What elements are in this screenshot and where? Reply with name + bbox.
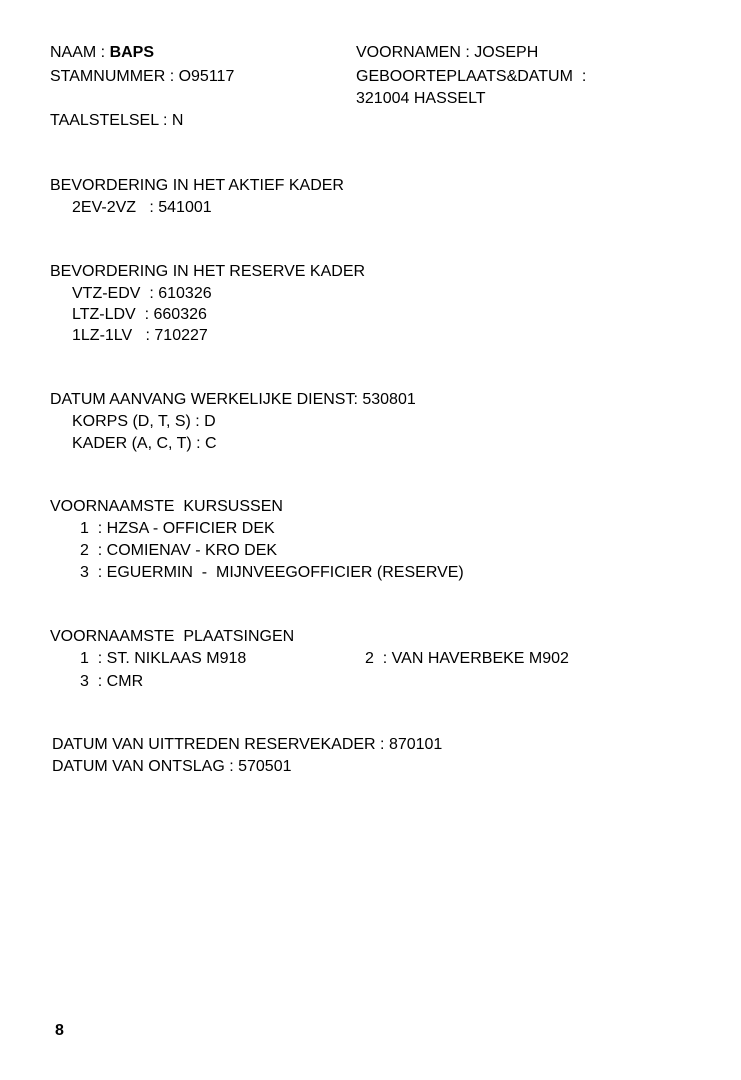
kursus-item: 1 : HZSA - OFFICIER DEK bbox=[80, 520, 275, 537]
ontslag-line: DATUM VAN ONTSLAG : 570501 bbox=[52, 758, 292, 775]
uittreden-line: DATUM VAN UITTREDEN RESERVEKADER : 870101 bbox=[52, 736, 443, 753]
reserve-line: 1LZ-1LV : 710227 bbox=[72, 327, 208, 344]
kursus-item: 3 : EGUERMIN - MIJNVEEGOFFICIER (RESERVE) bbox=[80, 564, 464, 581]
korps-line: KORPS (D, T, S) : D bbox=[72, 413, 216, 430]
name-value: BAPS bbox=[109, 44, 155, 61]
kursussen-heading: VOORNAAMSTE KURSUSSEN bbox=[50, 498, 283, 515]
taalstelsel-line: TAALSTELSEL : N bbox=[50, 112, 184, 129]
name-line bbox=[50, 43, 154, 63]
dienst-heading: DATUM AANVANG WERKELIJKE DIENST: 530801 bbox=[50, 391, 416, 408]
plaatsing-item: 1 : ST. NIKLAAS M918 bbox=[80, 650, 247, 667]
kader-line: KADER (A, C, T) : C bbox=[72, 435, 217, 452]
reserve-heading: BEVORDERING IN HET RESERVE KADER bbox=[50, 263, 366, 280]
plaatsing-item: 2 : VAN HAVERBEKE M902 bbox=[365, 650, 569, 667]
voornamen-line: VOORNAMEN : JOSEPH bbox=[356, 44, 539, 61]
plaatsing-item: 3 : CMR bbox=[80, 673, 144, 690]
page-number: 8 bbox=[55, 1022, 64, 1039]
aktief-heading: BEVORDERING IN HET AKTIEF KADER bbox=[50, 177, 344, 194]
geboorte-value: 321004 HASSELT bbox=[356, 90, 486, 107]
reserve-line: VTZ-EDV : 610326 bbox=[72, 285, 212, 302]
stamnummer-line: STAMNUMMER : O95117 bbox=[50, 68, 235, 85]
geboorte-label: GEBOORTEPLAATS&DATUM : bbox=[356, 68, 587, 85]
kursus-item: 2 : COMIENAV - KRO DEK bbox=[80, 542, 278, 559]
plaatsingen-heading: VOORNAAMSTE PLAATSINGEN bbox=[50, 628, 295, 645]
name-label: NAAM : bbox=[50, 44, 110, 61]
reserve-line: LTZ-LDV : 660326 bbox=[72, 306, 207, 323]
aktief-line: 2EV-2VZ : 541001 bbox=[72, 199, 212, 216]
